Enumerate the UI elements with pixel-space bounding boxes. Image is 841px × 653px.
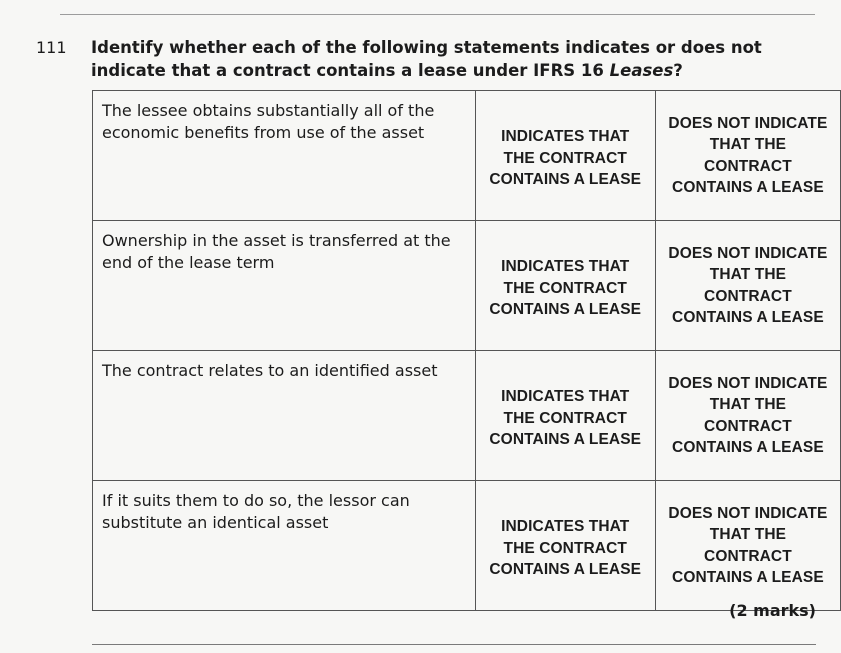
option-indicates[interactable] — [475, 351, 655, 481]
bottom-divider — [92, 644, 816, 645]
table-row — [93, 91, 841, 221]
table-row — [93, 351, 841, 481]
option-label: INDICATES THAT THE CONTRACT CONTAINS A LEASE — [489, 388, 642, 449]
option-label: DOES NOT INDICATE THAT THE CONTRACT CONTAINS A LEASE — [668, 114, 828, 196]
marks-label: (2 marks) — [729, 601, 816, 620]
answer-table — [92, 90, 841, 611]
question-text-italic: Leases — [609, 61, 674, 80]
option-indicates[interactable] — [475, 481, 655, 611]
question-text-end: ? — [673, 61, 683, 80]
option-label: DOES NOT INDICATE THAT THE CONTRACT CONTAINS A LEASE — [668, 244, 828, 326]
table-row — [93, 481, 841, 611]
option-label: INDICATES THAT THE CONTRACT CONTAINS A LEASE — [489, 258, 642, 319]
option-label: DOES NOT INDICATE THAT THE CONTRACT CONTAINS A LEASE — [668, 504, 828, 586]
option-does-not-indicate[interactable] — [655, 91, 840, 221]
statement-cell: If it suits them to do so, the lessor can substitute an identical asset — [93, 481, 476, 611]
option-label: INDICATES THAT THE CONTRACT CONTAINS A LEASE — [489, 518, 642, 579]
top-divider — [60, 14, 815, 15]
option-indicates[interactable] — [475, 221, 655, 351]
question-text-main: Identify whether each of the following statements indicates or does not indicate that a contract contains a lease under IFRS 16 — [91, 38, 762, 80]
question-text — [91, 36, 801, 82]
option-does-not-indicate[interactable] — [655, 221, 840, 351]
statement-cell: The lessee obtains substantially all of the economic benefits from use of the asset — [93, 91, 476, 221]
option-does-not-indicate[interactable] — [655, 351, 840, 481]
table-row — [93, 221, 841, 351]
statement-cell: Ownership in the asset is transferred at the end of the lease term — [93, 221, 476, 351]
option-indicates[interactable] — [475, 91, 655, 221]
option-label: DOES NOT INDICATE THAT THE CONTRACT CONTAINS A LEASE — [668, 374, 828, 456]
statement-cell: The contract relates to an identified asset — [93, 351, 476, 481]
option-label: INDICATES THAT THE CONTRACT CONTAINS A LEASE — [489, 128, 642, 189]
question-number: 111 — [36, 38, 67, 57]
option-does-not-indicate[interactable] — [655, 481, 840, 611]
